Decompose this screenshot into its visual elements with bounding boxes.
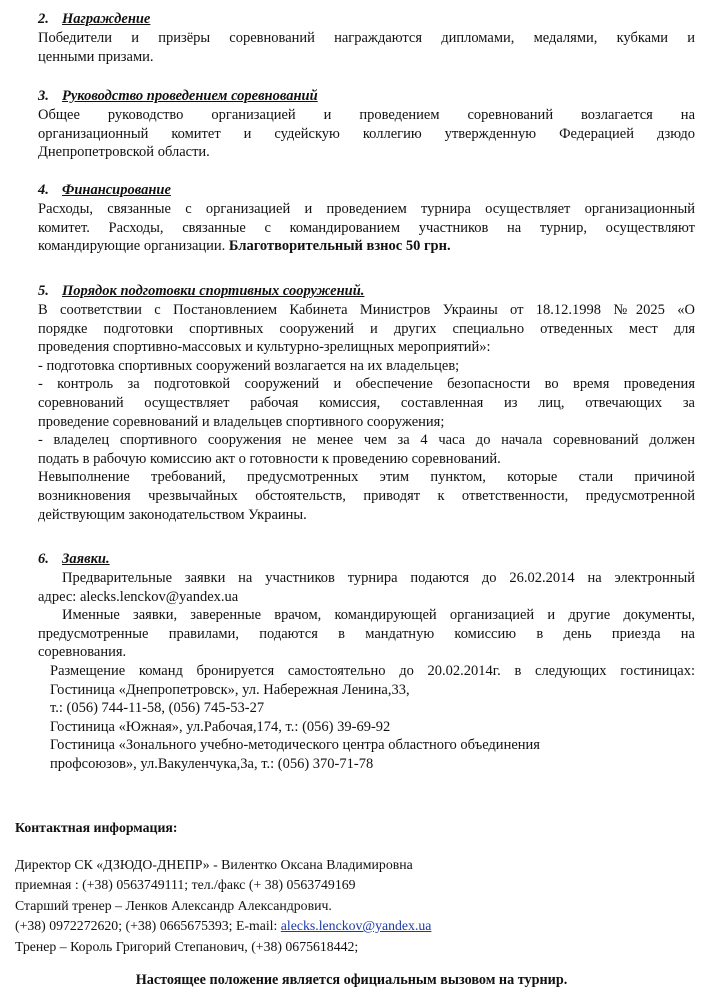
paragraph-line: проведение соревнований и владельцев спортивного сооружения; (38, 413, 445, 430)
section-applications (38, 550, 695, 774)
paragraph-line: организационный комитет и судейскую коллегию утвержденную Федерацией дзюдо (38, 125, 695, 142)
section-awards (38, 10, 695, 66)
contact-info (15, 818, 695, 957)
hotel-line: Гостиница «Зонального учебно-методического центра областного объединения (50, 737, 540, 754)
paragraph-line: Предварительные заявки на участников турнира подаются до 26.02.2014 на электронный (62, 570, 695, 586)
entry-fee: Благотворительный взнос 50 грн. (228, 238, 451, 255)
paragraph-line: подать в рабочую комиссию акт о готовности к проведению соревнований. (38, 450, 501, 467)
paragraph-line: - подготовка спортивных сооружений возлагается на их владельцев; (38, 357, 460, 374)
hotel-line: т.: (056) 744-11-58, (056) 745-53-27 (50, 700, 265, 717)
section-title: Заявки. (62, 551, 110, 567)
paragraph-line: предусмотренные правилами, подаются в мандатную комиссию в день приезда на (38, 625, 695, 642)
contact-line: приемная : (+38) 0563749111; тел./факс (+ 38) 0563749169 (15, 877, 356, 892)
section-facilities (38, 282, 695, 524)
section-title: Награждение (62, 11, 151, 27)
official-call-statement: Настоящее положение является официальным вызовом на турнир. (135, 972, 568, 988)
paragraph-line: Общее руководство организацией и проведением соревнований возлагается на (38, 107, 695, 123)
paragraph-line: Именные заявки, заверенные врачом, командирующей организацией и другие документы, (62, 607, 695, 624)
paragraph-line: Победители и призёры соревнований награждаются дипломами, медалями, кубками и (38, 30, 695, 46)
paragraph-line: адрес: alecks.lenckov@yandex.ua (38, 588, 239, 605)
contact-line: Директор СК «ДЗЮДО-ДНЕПР» - Вилентко Оксана Владимировна (15, 856, 413, 872)
section-heading: 2. Награждение (38, 11, 151, 27)
paragraph-line: возникновения чрезвычайных обстоятельств, приводят к ответственности, предусмотренной (38, 487, 695, 504)
contact-line: Тренер – Король Григорий Степанович, (+38) 0675618442; (15, 938, 359, 954)
paragraph-line: - владелец спортивного сооружения не менее чем за 4 часа до начала соревнований должен (38, 432, 695, 449)
paragraph-line: В соответствии с Постановлением Кабинета Министров Украины от 18.12.1998 №2025 «О (38, 302, 695, 318)
paragraph-line: порядке подготовки спортивных сооружений и других специально отведенных мест для (38, 320, 695, 337)
contact-heading: Контактная информация: (15, 820, 178, 835)
section-heading: 6. Заявки. (38, 551, 110, 567)
paragraph-line: соревнований осуществляет рабочая комиссия, составленная из лиц, отвечающих за (38, 394, 695, 411)
section-title: Порядок подготовки спортивных сооружений. (62, 283, 365, 299)
paragraph-line: Размещение команд бронируется самостоятельно до 20.02.2014г. в следующих гостиницах: (50, 662, 695, 679)
contact-line: (+38) 0972272620; (+38) 0665675393; E-mail: alecks.lenckov@yandex.ua (15, 918, 432, 933)
paragraph-line: ценными призами. (38, 48, 154, 65)
section-financing (38, 181, 695, 256)
paragraph-line: Днепропетровской области. (38, 144, 210, 161)
email-link[interactable]: alecks.lenckov@yandex.ua (280, 918, 432, 933)
section-management (38, 87, 695, 162)
paragraph-line: Невыполнение требований, предусмотренных этим пунктом, которые стали причиной (38, 469, 695, 486)
hotel-line: профсоюзов», ул.Вакуленчука,3а, т.: (056) 370-71-78 (50, 755, 374, 772)
paragraph-line: действующим законодательством Украины. (38, 506, 307, 523)
paragraph-line: - контроль за подготовкой сооружений и обеспечение безопасности во время проведения (38, 376, 695, 393)
section-heading: 5. Порядок подготовки спортивных сооружений. (38, 283, 365, 299)
section-heading: 3. Руководство проведением соревнований (38, 88, 318, 104)
contact-line: Старший тренер – Ленков Александр Александрович. (15, 897, 332, 913)
hotel-line: Гостиница «Днепропетровск», ул. Набережная Ленина,33, (50, 681, 410, 698)
paragraph-line: Расходы, связанные с организацией и проведением турнира осуществляет организационный (38, 201, 695, 217)
section-heading: 4. Финансирование (38, 182, 171, 198)
paragraph-line: комитет. Расходы, связанные с командированием участников на турнир, осуществляют (38, 219, 695, 236)
paragraph-line: соревнования. (38, 644, 127, 661)
section-title: Руководство проведением соревнований (62, 88, 318, 104)
section-title: Финансирование (62, 182, 171, 198)
paragraph-line: командирующие организации. Благотворительный взнос 50 грн. (38, 238, 451, 255)
paragraph-line: проведения спортивно-массовых и культурно-зрелищных мероприятий»: (38, 339, 491, 356)
hotel-line: Гостиница «Южная», ул.Рабочая,174, т.: (056) 39-69-92 (50, 718, 391, 735)
